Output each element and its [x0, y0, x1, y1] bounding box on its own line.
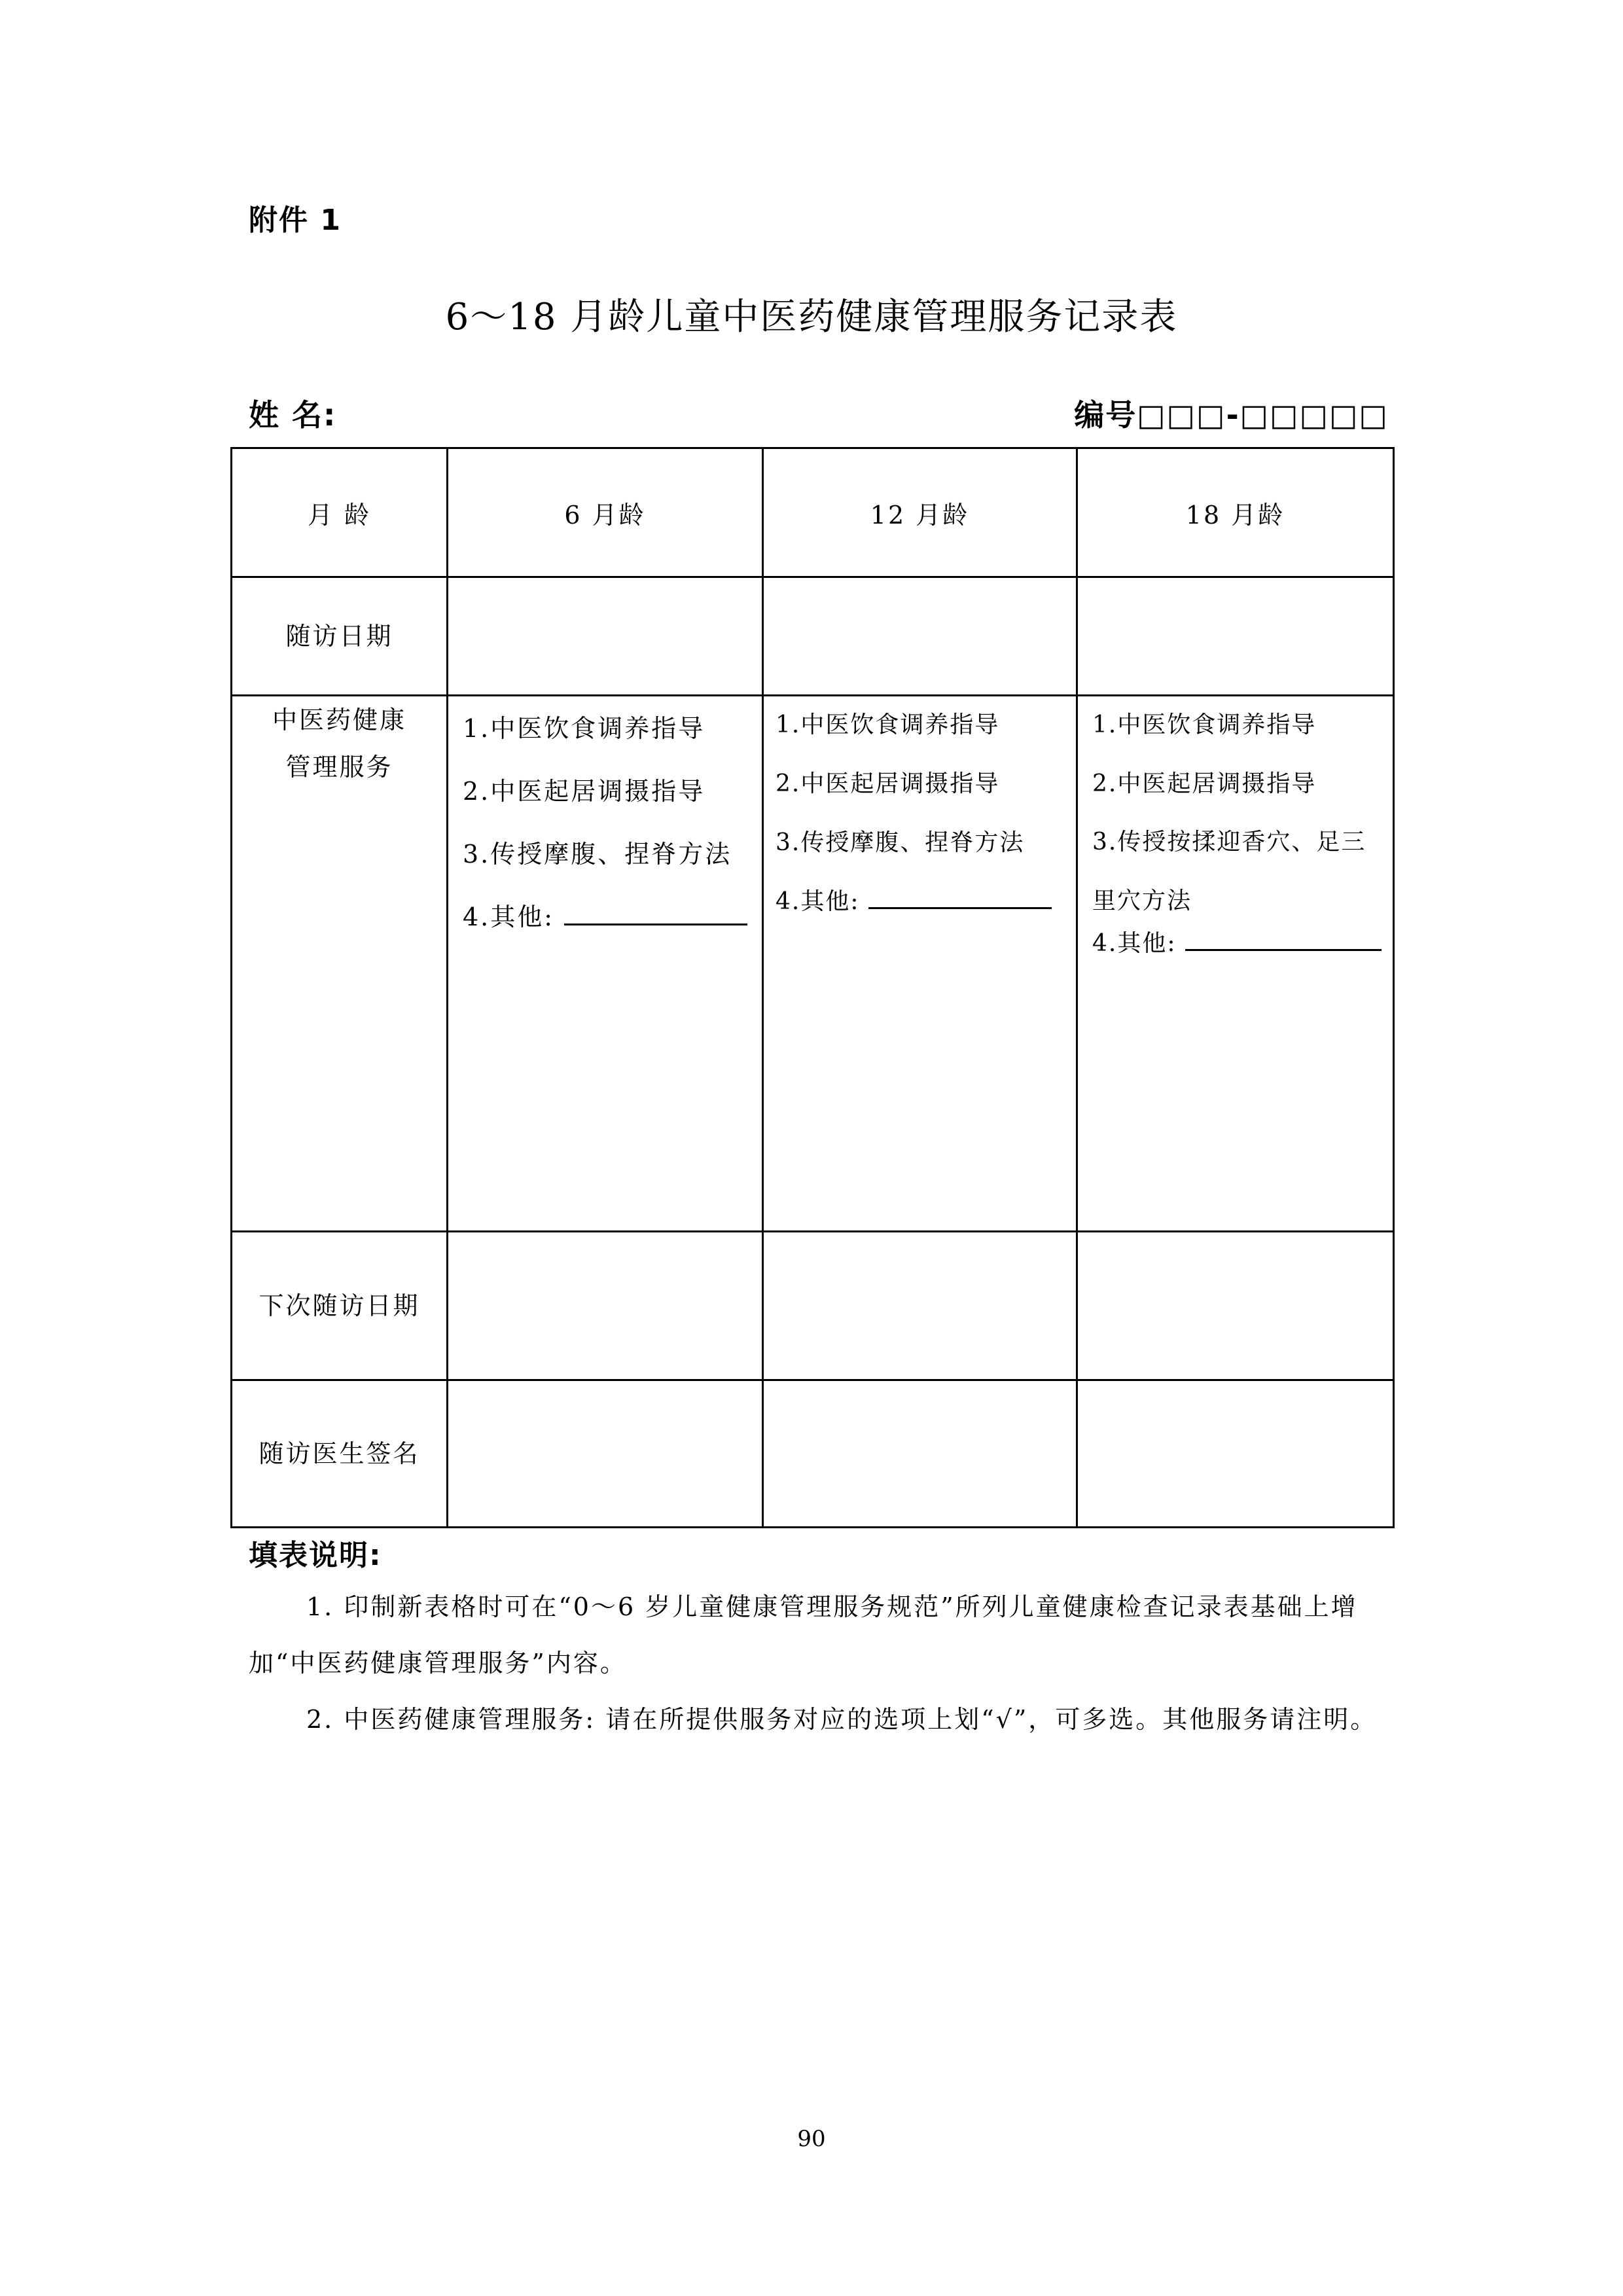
service-option-diet[interactable]: 1.中医饮食调养指导: [463, 714, 705, 743]
table-row-doctor-signature: [232, 1380, 1394, 1528]
name-label: 姓 名:: [249, 397, 337, 433]
services-12-months-cell: [763, 696, 1077, 1232]
doctor-signature-label: 随访医生签名: [232, 1380, 448, 1528]
signature-6-months-cell[interactable]: [448, 1380, 763, 1528]
service-option-acupoint-massage[interactable]: 3.传授按揉迎香穴、足三里穴方法: [1092, 829, 1366, 914]
service-option-other[interactable]: [776, 890, 1064, 914]
table-row-next-visit: [232, 1232, 1394, 1380]
services-18-months-cell: [1077, 696, 1394, 1232]
service-option-diet[interactable]: 1.中医饮食调养指导: [776, 711, 1000, 738]
attachment-label: 附件 1: [249, 204, 342, 237]
note-item-1: 1. 印制新表格时可在“0～6 岁儿童健康管理服务规范”所列儿童健康检查记录表基础上增加“中医药健康管理服务”内容。: [249, 1592, 1358, 1677]
service-option-daily-living[interactable]: 2.中医起居调摄指导: [776, 770, 1000, 797]
other-label: 4.其他:: [1092, 930, 1177, 957]
next-visit-date-label: 下次随访日期: [232, 1232, 448, 1380]
next-visit-18-months-cell[interactable]: [1077, 1232, 1394, 1380]
service-option-other[interactable]: [463, 905, 750, 929]
page-number: 90: [797, 2126, 826, 2152]
service-option-massage[interactable]: 3.传授摩腹、捏脊方法: [463, 840, 732, 869]
other-label: 4.其他:: [776, 888, 860, 915]
visit-date-12-months-cell[interactable]: [763, 577, 1077, 696]
signature-12-months-cell[interactable]: [763, 1380, 1077, 1528]
column-header-12-months: 12 月龄: [763, 448, 1077, 577]
record-table: [230, 447, 1395, 1528]
signature-18-months-cell[interactable]: [1077, 1380, 1394, 1528]
column-header-6-months: 6 月龄: [448, 448, 763, 577]
visit-date-label: 随访日期: [232, 577, 448, 696]
table-header-row: [232, 448, 1394, 577]
other-fill-line[interactable]: [564, 906, 747, 925]
page-title: 6～18 月龄儿童中医药健康管理服务记录表: [445, 296, 1178, 338]
record-number-label: 编号□□□-□□□□□: [1074, 397, 1389, 433]
other-label: 4.其他:: [463, 903, 555, 931]
other-fill-line[interactable]: [868, 890, 1052, 909]
column-header-18-months: 18 月龄: [1077, 448, 1394, 577]
next-visit-12-months-cell[interactable]: [763, 1232, 1077, 1380]
note-item-2: 2. 中医药健康管理服务: 请在所提供服务对应的选项上划“√”，可多选。其他服务请注明。: [306, 1705, 1378, 1734]
table-row-tcm-services: [232, 696, 1394, 1232]
next-visit-6-months-cell[interactable]: [448, 1232, 763, 1380]
visit-date-18-months-cell[interactable]: [1077, 577, 1394, 696]
tcm-service-label-line2: 管理服务: [285, 753, 393, 782]
tcm-service-label-line1: 中医药健康: [272, 706, 406, 734]
service-option-daily-living[interactable]: 2.中医起居调摄指导: [1092, 770, 1317, 797]
visit-date-6-months-cell[interactable]: [448, 577, 763, 696]
notes-heading: 填表说明:: [249, 1539, 382, 1572]
tcm-service-label: [232, 696, 448, 1232]
table-row-visit-date: [232, 577, 1394, 696]
other-fill-line[interactable]: [1185, 932, 1382, 951]
service-option-diet[interactable]: 1.中医饮食调养指导: [1092, 711, 1317, 738]
service-option-massage[interactable]: 3.传授摩腹、捏脊方法: [776, 829, 1025, 856]
month-age-header: 月 龄: [232, 448, 448, 577]
service-option-daily-living[interactable]: 2.中医起居调摄指导: [463, 777, 705, 806]
service-option-other[interactable]: [1092, 932, 1381, 956]
services-6-months-cell: [448, 696, 763, 1232]
